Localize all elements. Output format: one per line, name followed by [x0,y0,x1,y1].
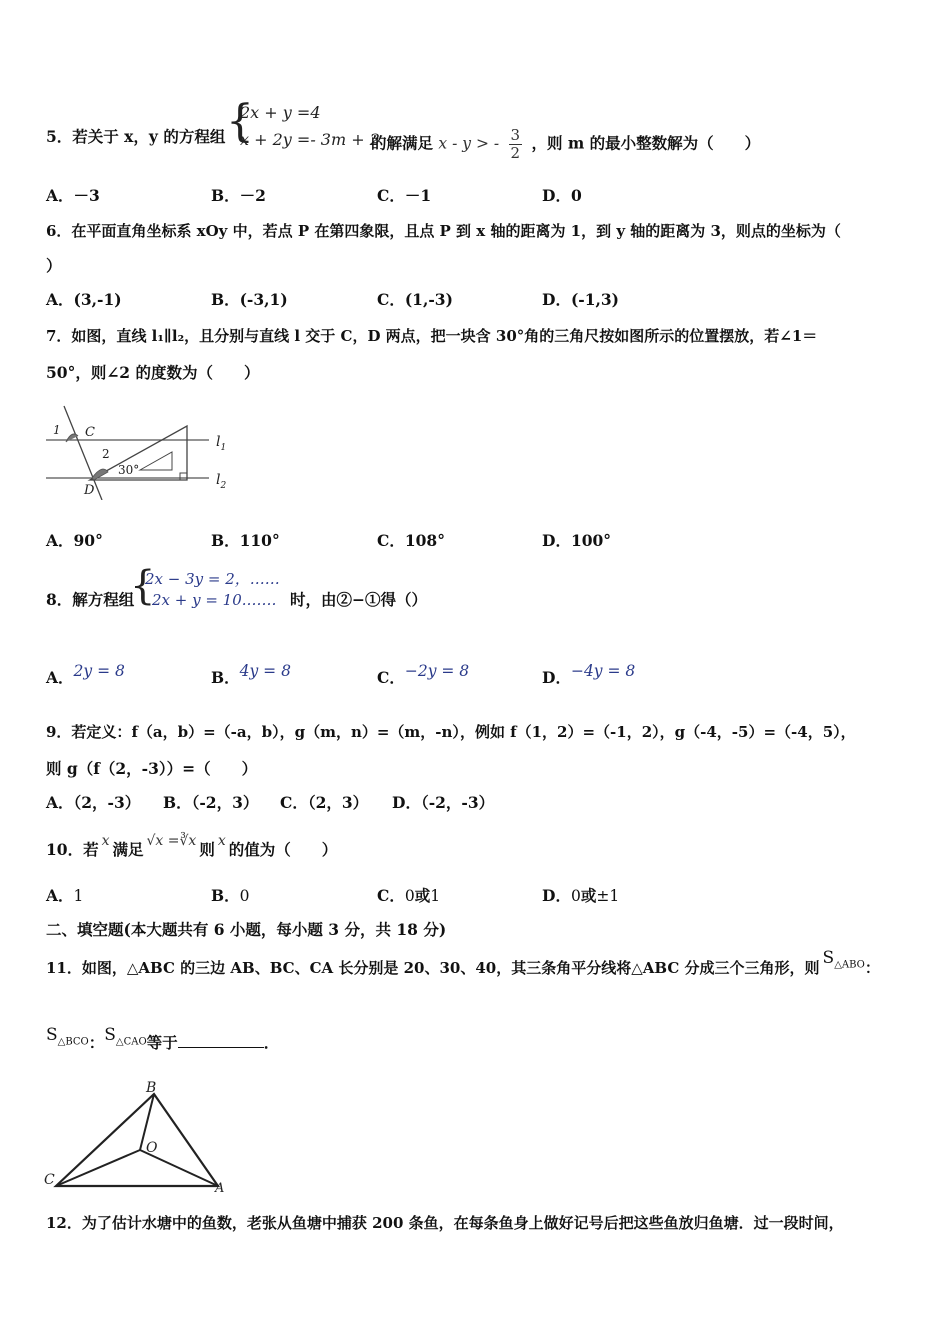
q8-suffix: 时，由②−①得（） [290,590,427,609]
q11-answer-blank[interactable] [178,1032,264,1048]
q8-option-a-label: A． [46,668,74,687]
q5-option-a: A．－3 [46,186,100,205]
q10-option-a-math: 1 [73,887,84,905]
q9-option-b: B．（-2，3） [163,793,259,812]
q5-prefix: 5．若关于 x，y 的方程组 [46,127,226,146]
line-l [64,406,102,500]
q10-mid2: 则 [199,840,215,859]
q10-option-d-label: D． [542,886,571,905]
q11-figure [42,1078,232,1194]
label-2: 2 [102,447,110,461]
q8-option-d-label: D． [542,668,571,687]
q10-option-d-math: 0 [570,887,581,905]
q12-line1: 12．为了估计水塘中的鱼数，老张从鱼塘中捕获 200 条鱼，在每条鱼身上做好记号后把这些鱼放归鱼塘．过一段时间， [46,1214,844,1232]
q8-eq1: 2x − 3y = 2，…… [145,570,280,588]
q10-option-c-math2: 1 [430,887,441,905]
q8-system-brace: { [130,563,156,609]
label-l2-letter: l [216,472,221,488]
q10-option-d-or: 或 [580,886,597,905]
q10-option-c-or: 或 [414,886,431,905]
q8-option-c-math: −2y = 8 [404,662,470,680]
q10-option-b [211,886,249,906]
q8-eq2: 2x + y = 10.…… [152,591,277,609]
q10-option-b-label: B． [211,886,240,905]
label-l2-sub: 2 [220,481,227,491]
angle1-mark [66,434,78,442]
q8-option-b-math: 4y = 8 [239,662,291,680]
q11-suffix: 等于 [146,1033,178,1052]
q8-option-c-label: C． [377,668,405,687]
q11-line2 [46,1025,280,1060]
q5-suffix: ，则 m 的最小整数解为（ ） [531,133,761,153]
label-d: D [84,483,95,498]
q5-option-c: C．－1 [377,186,432,205]
section2-title: 二、填空题(本大题共有 6 小题，每小题 3 分，共 18 分) [46,920,447,939]
q8-prefix: 8．解方程组 [46,590,135,609]
q5-option-b: B．－2 [211,186,266,205]
q11-s-cao-letter: S [104,1025,116,1045]
label-c: C [85,425,95,440]
q10-option-d [542,886,619,906]
q7-line2: 50°，则∠2 的度数为（ ） [46,363,260,382]
label-b: B [146,1080,157,1096]
q6-option-c: C．(1,-3) [377,290,453,309]
q11-s-bco-sub: △BCO [57,1036,89,1048]
q10-option-c [377,886,440,906]
bisector-c [56,1150,140,1186]
q9-line2: 则 g（f（2，-3））=（ ） [46,759,258,778]
q7-option-d: D．100° [542,531,612,550]
q11-s-bco-letter: S [46,1025,58,1045]
q11-s-abo-sub: △ABO [834,959,865,971]
q10-suffix: 的值为（ ） [228,840,338,859]
q5-eq1: 2x + y =4 [240,103,321,122]
q9-option-c: C．（2，3） [280,793,369,812]
label-1: 1 [53,423,61,437]
q11-colon2: ： [88,1033,105,1052]
q10-option-c-label: C． [377,886,405,905]
q8-option-c [377,662,470,688]
q10-mid1: 满足 [112,840,144,859]
q7-option-b: B．110° [211,531,280,550]
q11-colon1: ： [864,959,880,977]
q5-inequality: x - y > - [438,134,500,153]
q11-period: ． [263,1033,280,1052]
q6-line2: ） [46,256,62,275]
label-l1-letter: l [216,434,221,450]
q7-option-c: C．108° [377,531,445,550]
q9-line1: 9．若定义：f（a，b）=（-a，b），g（m，n）=（m，-n），例如 f（1，2）=（-1，2），g（-4，-5）=（-4，5）， [46,723,856,741]
q6-option-d: D．(-1,3) [542,290,620,309]
label-o: O [146,1140,158,1156]
q7-line1: 7．如图，直线 l₁∥l₂，且分别与直线 l 交于 C，D 两点，把一块含 30°角的三角尺按如图所示的位置摆放，若∠1＝ [46,327,818,345]
q5-mid: 的解满足 [371,133,434,153]
q5-line [46,127,225,147]
q10-option-a [46,886,83,906]
label-30: 30° [118,463,140,477]
q10-var2: x [217,833,226,849]
q8-option-b-label: B． [211,668,240,687]
q11-line1 [46,948,880,985]
q11-text: 11．如图，△ABC 的三边 AB、BC、CA 长分别是 20、30、40，其三条角平分线将△ABC 分成三个三角形，则 [46,959,820,977]
q5-frac-num: 3 [510,126,521,144]
right-angle-mark [180,473,187,480]
q5-fraction [509,127,523,162]
set-square-inner [140,452,172,470]
label-a: A [215,1181,225,1194]
q11-s-abo-letter: S [822,948,835,968]
q10-equation: √x =∛x [146,833,197,849]
q8-option-a-math: 2y = 8 [73,662,125,680]
q5-frac-den: 2 [510,144,521,162]
triangle-abc [56,1094,218,1186]
q10-option-b-math: 0 [239,887,250,905]
q6-option-b: B．(-3,1) [211,290,288,309]
q8-option-d-math: −4y = 8 [570,662,636,680]
q5-option-d: D．0 [542,186,582,205]
q11-s-bco [46,1025,89,1048]
q7-option-a: A．90° [46,531,103,550]
label-c: C [44,1172,55,1188]
q9-option-a: A．（2，-3） [46,793,141,812]
q10-option-d-math2: ±1 [596,887,620,905]
q8-option-a [46,662,125,688]
q10-prefix: 10．若 [46,840,99,859]
label-l1-sub: 1 [220,443,227,453]
q9-option-d: D．（-2，-3） [392,793,495,812]
q7-figure [44,404,244,500]
q8-option-b [211,662,291,688]
q10-var1: x [101,833,110,849]
q10-line [46,833,338,861]
q5-system-brace: { [226,96,254,147]
q6-option-a: A．(3,-1) [46,290,122,309]
q6-line1: 6．在平面直角坐标系 xOy 中，若点 P 在第四象限，且点 P 到 x 轴的距离为 1，到 y 轴的距离为 3，则点的坐标为（ [46,222,841,240]
q8-option-d [542,662,636,688]
q10-option-a-label: A． [46,886,74,905]
q11-s-cao-sub: △CAO [115,1036,147,1048]
label-l2 [216,472,226,491]
q5-eq2: x + 2y =- 3m + 2 [240,130,380,149]
q11-s-abo [822,948,865,971]
q5-tail [371,127,760,162]
q10-option-c-math: 0 [404,887,415,905]
label-l1 [216,434,226,453]
q11-s-cao [104,1025,147,1048]
